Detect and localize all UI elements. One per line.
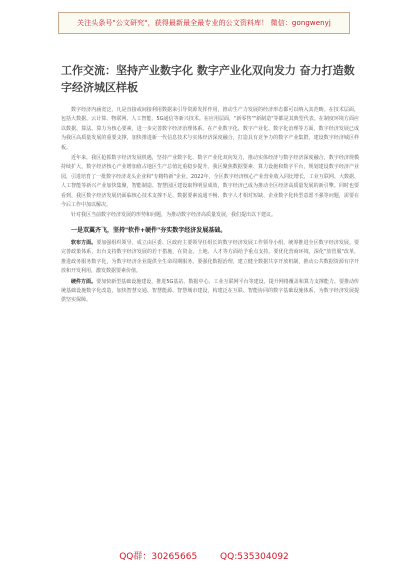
section-heading-1: 一是双翼齐飞，坚持"软件+硬件"夯实数字经济发展基础。: [71, 226, 227, 234]
paragraph-progress: 近年来，我区抢抓数字经济发展机遇，坚持产业数字化、数字产业化双向发力，推动实体经济与数字经济深度融合，数字经济规模持续扩大，数字经济核心产业增加值占地区生产总值比重稳步提升。我区聚焦数据要素、算力设施和数字平台，规划建设数字经济产业园，引进培育了一批数字经济龙头企业和"专精特新"企业。2022年，全区数字经济核心产业营业收入同比增长，工业互联网、大数据、人工智能等新兴产业加快集聚，智能制造、智慧园区建设取得明显成效，数字经济已成为推动全区经济高质量发展的新引擎。同时也要看到，我区数字经济发展仍面临核心技术支撑不足、数据要素流通不畅、数字人才相对短缺、企业数字化转型意愿不强等问题，需要在今后工作中加以解决。: [61, 155, 359, 209]
paragraph-transition: 针对我区当前数字经济发展的形势和问题，为推动数字经济高质量发展，我们提出以下建议。: [71, 212, 277, 219]
qq-number: QQ:535304092: [220, 552, 289, 562]
section-item-hardware: [61, 278, 359, 306]
item-text-hardware: 要加快新型基础设施建设，推进5G基站、数据中心、工业互联网平台等建设，提升网络覆盖和算力支撑能力。要推动传统基础设施数字化改造，加快智慧交通、智慧能源、智慧城市建设，构建泛在互联、智能协同的数字基础设施体系，为数字经济发展提供坚实保障。: [61, 278, 359, 304]
promo-banner: [58, 12, 350, 34]
document-body: [61, 106, 359, 306]
contact-footer: [0, 549, 408, 562]
promo-banner-text: 关注头条号"公文研究"，获得最新最全最专业的公文资料库！ 微信：gongwenyj: [77, 19, 331, 27]
item-text-software: 要加强组织领导，成立由区委、区政府主要领导任组长的数字经济发展工作领导小组，统筹推进全区数字经济发展。要完善政策体系，出台支持数字经济发展的若干措施，在资金、土地、人才等方面给予重点支持。要优化营商环境，深化"放管服"改革，推进政务服务数字化，为数字经济企业提供全生命周期服务。要强化数据治理，建立健全数据共享开放机制，推动公共数据资源有序开放和开发利用，激发数据要素价值。: [61, 239, 359, 275]
item-label-hardware: 硬件方面。: [71, 278, 97, 285]
paragraph-intro: 数字经济内涵宽泛，凡是直接或间接利用数据来引导资源发挥作用，推动生产力发展的经济形态都可以纳入其范畴。在技术层面，包括大数据、云计算、物联网、人工智能、5G通信等新兴技术。在应用层面，"新零售""新制造"等都是其典型代表。在制度环境方面应以数据、算法、算力为核心要素，进一步完善数字经济治理体系。在产业数字化、数字产业化、数字化治理等方面，数字经济发展已成为我区高质量发展的重要支撑，加快推进新一代信息技术与实体经济深度融合，打造具有竞争力的数字产业集群，建设数字经济城区样板。: [61, 107, 359, 151]
item-label-software: 软布方面。: [71, 239, 97, 246]
qq-group: QQ群：30265665: [119, 552, 198, 562]
document-title: 工作交流：坚持产业数字化 数字产业化双向发力 奋力打造数字经济城区样板: [61, 64, 355, 94]
section-item-software: [61, 239, 359, 277]
